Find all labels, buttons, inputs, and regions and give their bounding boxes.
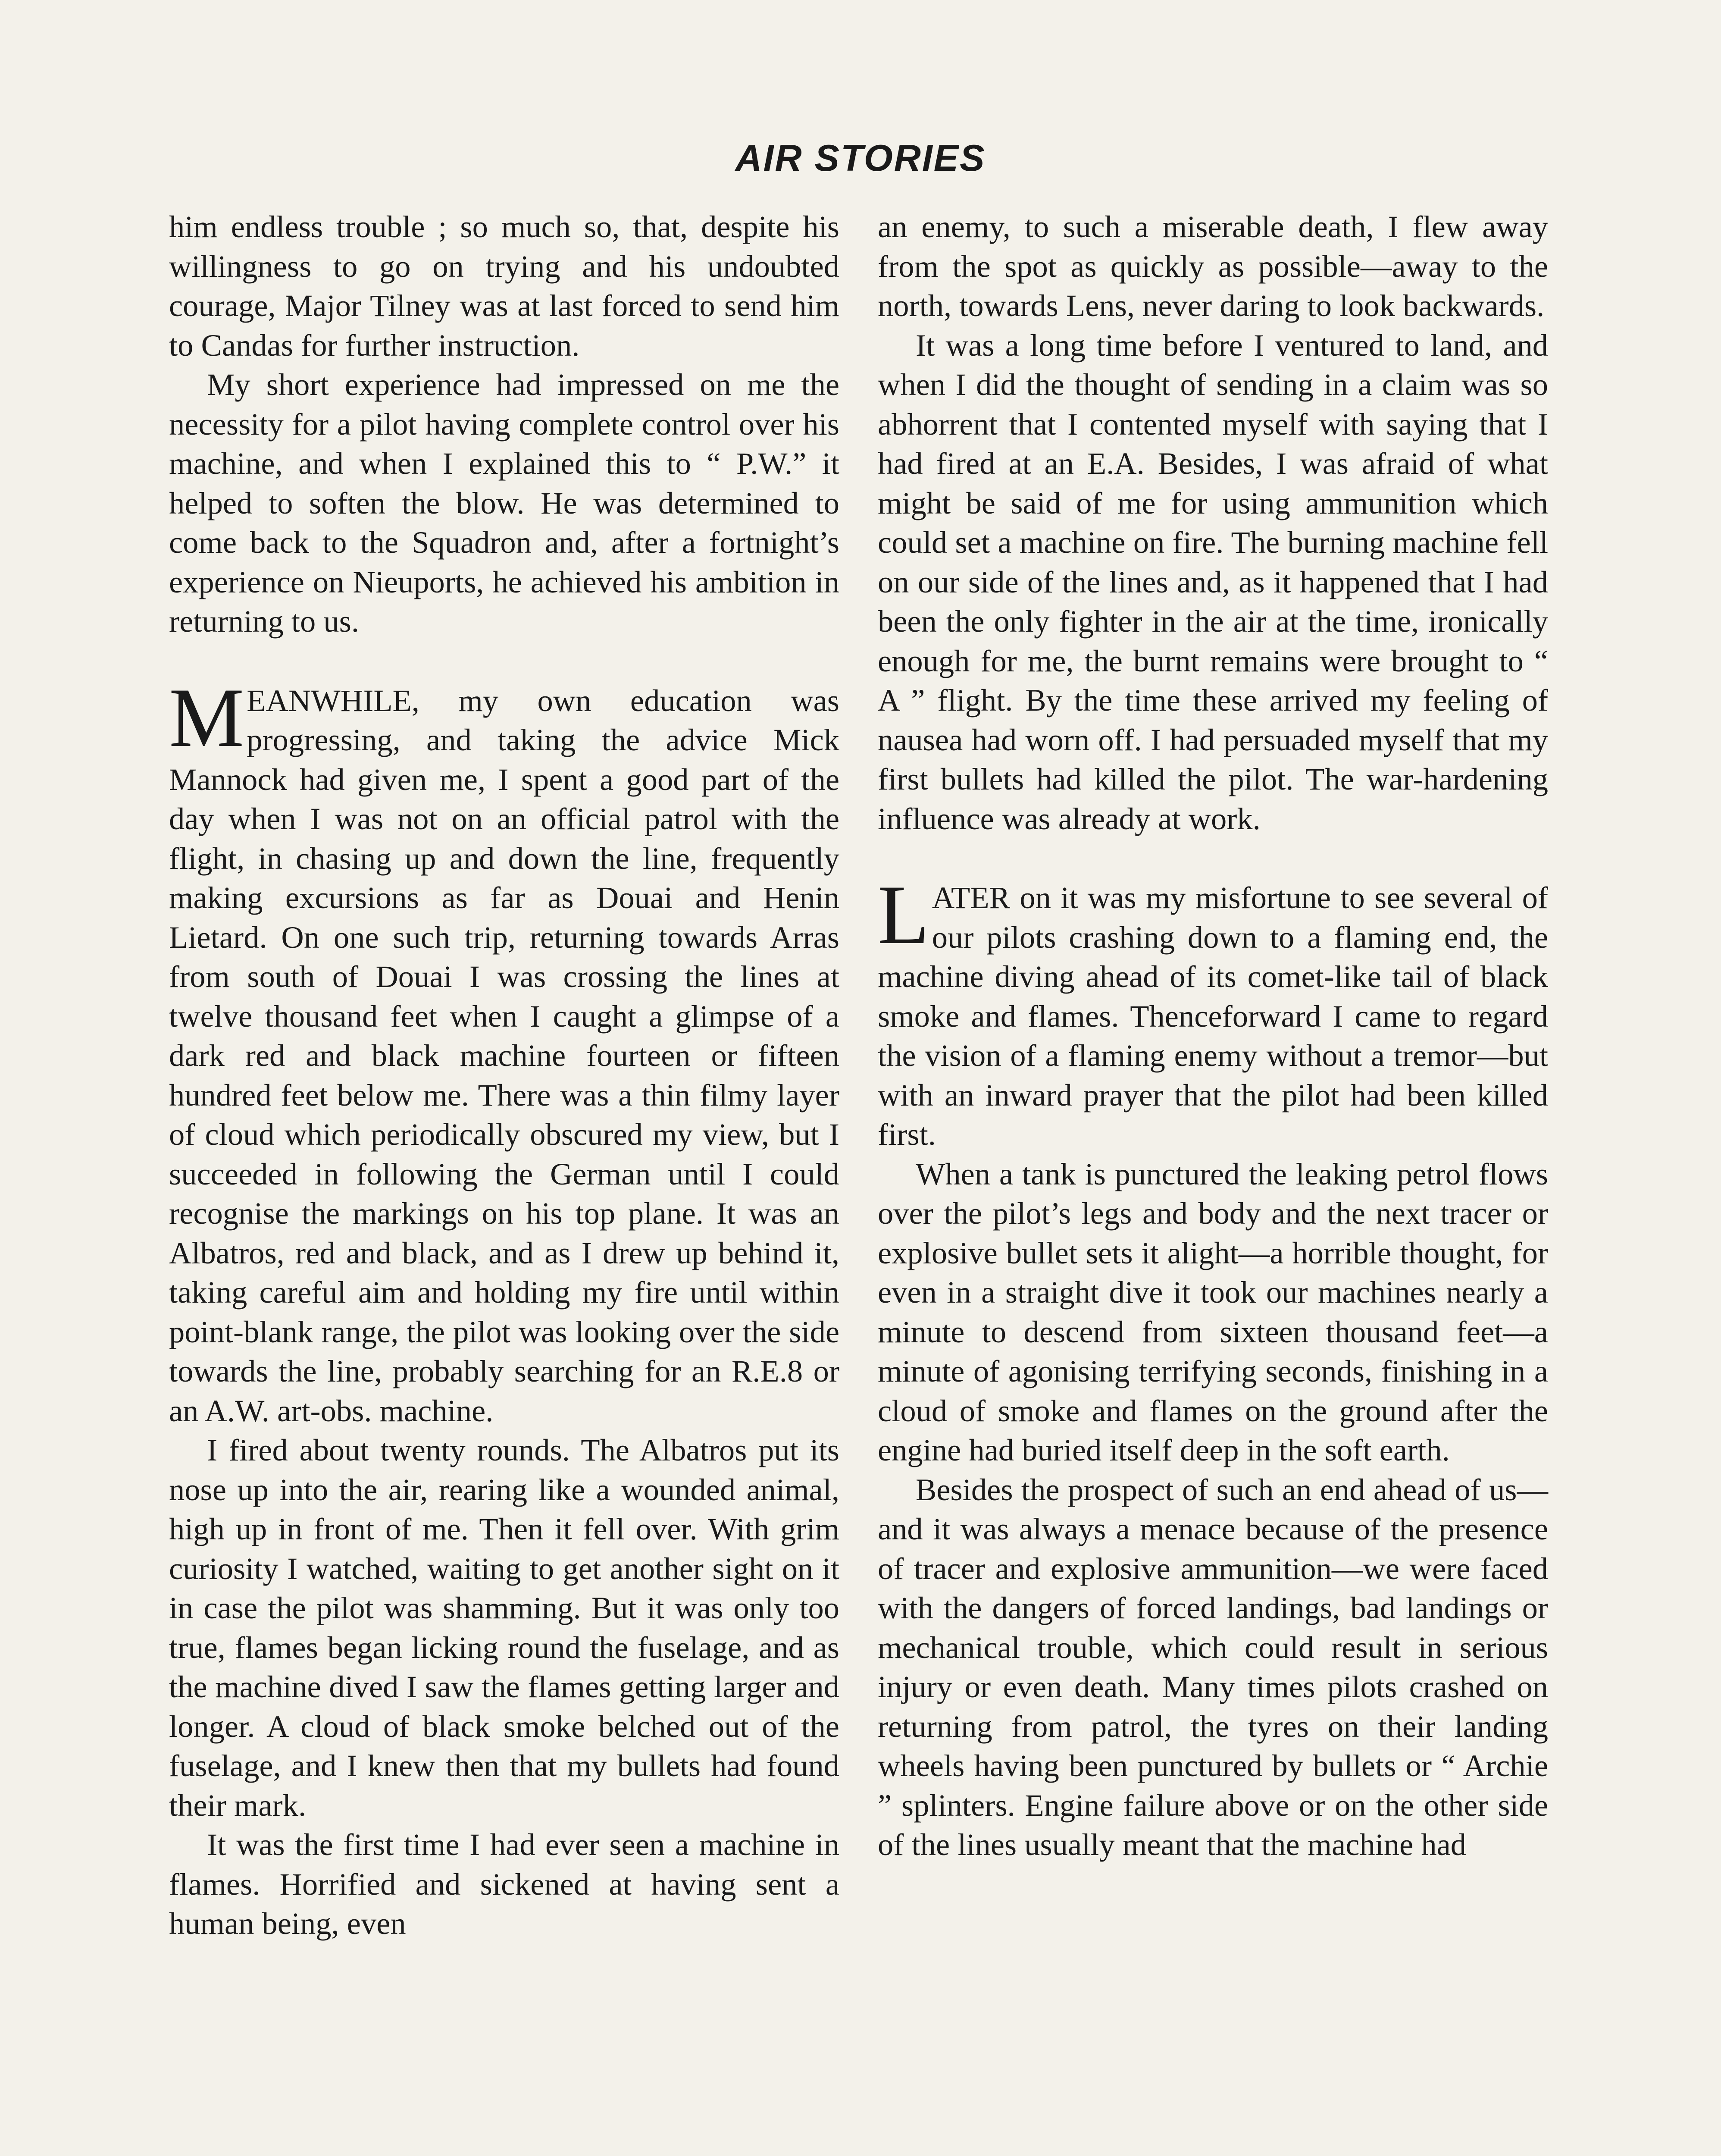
paragraph: It was the first time I had ever seen a machine in flames. Horrified and sickened at having sent a human being, even bbox=[169, 1827, 839, 1941]
paragraph: My short experience had impressed on me the necessity for a pilot having complete control over his machine, and when I explained this to “ P.W.” it helped to soften the blow. He was determined to come back to the Squadron and, after a fortnight’s experience on Nieuports, he achieved his ambition in returning to us. bbox=[169, 367, 839, 639]
paragraph-text: EANWHILE, my own education was progressing, and taking the advice Mick Mannock had given me, I spent a good part of the day when I was not on an official patrol with the flight, in chasing up and down the line, frequently making excursions as far as Douai and Henin Lietard. On one such trip, returning towards Arras from south of Douai I was crossing the lines at twelve thousand feet when I caught a glimpse of a dark red and black machine fourteen or fifteen hundred feet below me. There was a thin filmy layer of cloud which periodically obscured my view, but I succeeded in following the German until I could recognise the markings on his top plane. It was an Albatros, red and black, and as I drew up behind it, taking careful aim and holding my fire until within point-blank range, the pilot was looking over the side towards the line, probably searching for an R.E.8 or an A.W. art-obs. machine. bbox=[169, 683, 839, 1428]
section-paragraph bbox=[169, 671, 839, 1431]
right-column bbox=[878, 207, 1548, 1865]
drop-cap: L bbox=[878, 868, 929, 962]
paragraph: I fired about twenty rounds. The Albatros put its nose up into the air, rearing like a wounded animal, high up in front of me. Then it fell over. With grim curiosity I watched, waiting to get another sight on it in case the pilot was shamming. But it was only too true, flames began licking round the fuselage, and as the machine dived I saw the flames getting larger and longer. A cloud of black smoke belched out of the fuselage, and I knew then that my bullets had found their mark. bbox=[169, 1432, 839, 1823]
paragraph: him endless trouble ; so much so, that, despite his willingness to go on trying and his undoubted courage, Major Tilney was at last forced to send him to Candas for further instruction. bbox=[169, 209, 839, 363]
paragraph: Besides the prospect of such an end ahead of us—and it was always a menace because of the presence of tracer and explosive ammunition—we were faced with the dangers of forced landings, bad landings or mechanical trouble, which could result in serious injury or even death. Many times pilots crashed on returning from patrol, the tyres on their landing wheels having been punctured by bullets or “ Archie ” splinters. Engine failure above or on the other side of the lines usually meant that the machine had bbox=[878, 1472, 1548, 1862]
paragraph: It was a long time before I ventured to land, and when I did the thought of sending in a claim was so abhorrent that I contented myself with saying that I had fired at an E.A. Besides, I was afraid of what might be said of me for using ammunition which could set a machine on fire. The burning machine fell on our side of the lines and, as it happened that I had been the only fighter in the air at the time, ironically enough for me, the burnt remains were brought to “ A ” flight. By the time these arrived my feeling of nausea had worn off. I had persuaded myself that my first bullets had killed the pilot. The war-hardening influence was already at work. bbox=[878, 327, 1548, 836]
drop-cap: M bbox=[169, 671, 244, 765]
paragraph: When a tank is punctured the leaking petrol flows over the pilot’s legs and body and the next tracer or explosive bullet sets it alight—a horrible thought, for even in a straight dive it took our machines nearly a minute to descend from sixteen thousand feet—a minute of agonising terrifying seconds, finishing in a cloud of smoke and flames on the ground after the engine had buried itself deep in the soft earth. bbox=[878, 1156, 1548, 1467]
left-column bbox=[169, 207, 839, 1943]
paragraph: an enemy, to such a miserable death, I flew away from the spot as quickly as possible—away to the north, towards Lens, never daring to look backwards. bbox=[878, 209, 1548, 323]
running-head: AIR STORIES bbox=[735, 138, 986, 179]
section-paragraph bbox=[878, 868, 1548, 1154]
paragraph-text: ATER on it was my misfortune to see several of our pilots crashing down to a flaming end, the machine diving ahead of its comet-like tail of black smoke and flames. Thenceforward I came to regard the vision of a flaming enemy without a tremor—but with an inward prayer that the pilot had been killed first. bbox=[878, 880, 1548, 1152]
